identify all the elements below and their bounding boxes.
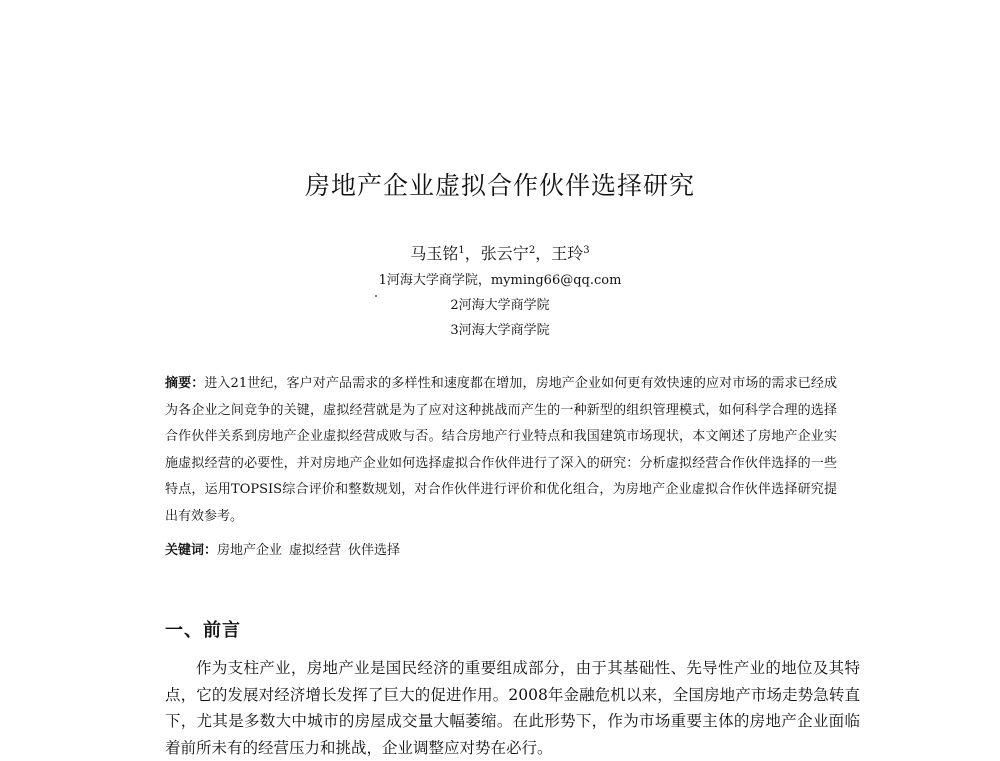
abstract-block — [165, 371, 837, 530]
affiliation-2: 2河海大学商学院 — [450, 298, 550, 313]
author-affiliation-number: 3 — [583, 245, 590, 256]
keywords-line — [165, 540, 407, 562]
author-separator: ， — [535, 244, 552, 263]
section-heading: 一、前言 — [165, 620, 241, 641]
affiliation-1: 1河海大学商学院，myming66@qq.com — [378, 273, 622, 288]
author-affiliation-number: 1 — [458, 245, 465, 256]
keywords-label: 关键词： — [165, 543, 218, 558]
author-affiliation-number: 2 — [528, 245, 536, 256]
keyword: 虚拟经营 — [289, 543, 342, 558]
abstract-text: 进入21世纪，客户对产品需求的多样性和速度都在增加，房地产企业如何更有效快速的应对市场的需求已经成为各企业之间竞争的关键，虚拟经营就是为了应对这种挑战而产生的一种新型的组织管理模式，如何科学合理的选择合作伙伴关系到房地产企业虚拟经营成败与否。结合房地产行业特点和我国建筑市场现状，本文阐述了房地产企业实施虚拟经营的必要性，并对房地产企业如何选择虚拟合作伙伴进行了深入的研究：分析虚拟经营合作伙伴选择的一些特点，运用TOPSIS综合评价和整数规划，对合作伙伴进行评价和优化组合，为房地产企业虚拟合作伙伴选择研究提出有效参考。 — [165, 376, 837, 524]
affiliation-3: 3河海大学商学院 — [450, 323, 550, 338]
keyword: 伙伴选择 — [348, 543, 401, 558]
paper-title: 房地产企业虚拟合作伙伴选择研究 — [304, 171, 695, 200]
author-name: 张云宁 — [480, 244, 529, 263]
body-paragraph: 作为支柱产业，房地产业是国民经济的重要组成部分，由于其基础性、先导性产业的地位及其特点，它的发展对经济增长发挥了巨大的促进作用。2008年金融危机以来，全国房地产市场走势急转直下，尤其是多数大中城市的房屋成交量大幅萎缩。在此形势下，作为市场重要主体的房地产企业面临着前所未有的经营压力和挑战，企业调整应对势在必行。 — [165, 659, 860, 757]
abstract-label: 摘要： — [165, 376, 205, 391]
author-name: 马玉铭 — [410, 244, 459, 263]
keyword: 房地产企业 — [217, 543, 283, 558]
author-name: 王玲 — [551, 244, 584, 263]
author-separator: ， — [464, 244, 481, 263]
author-line — [0, 242, 1000, 266]
